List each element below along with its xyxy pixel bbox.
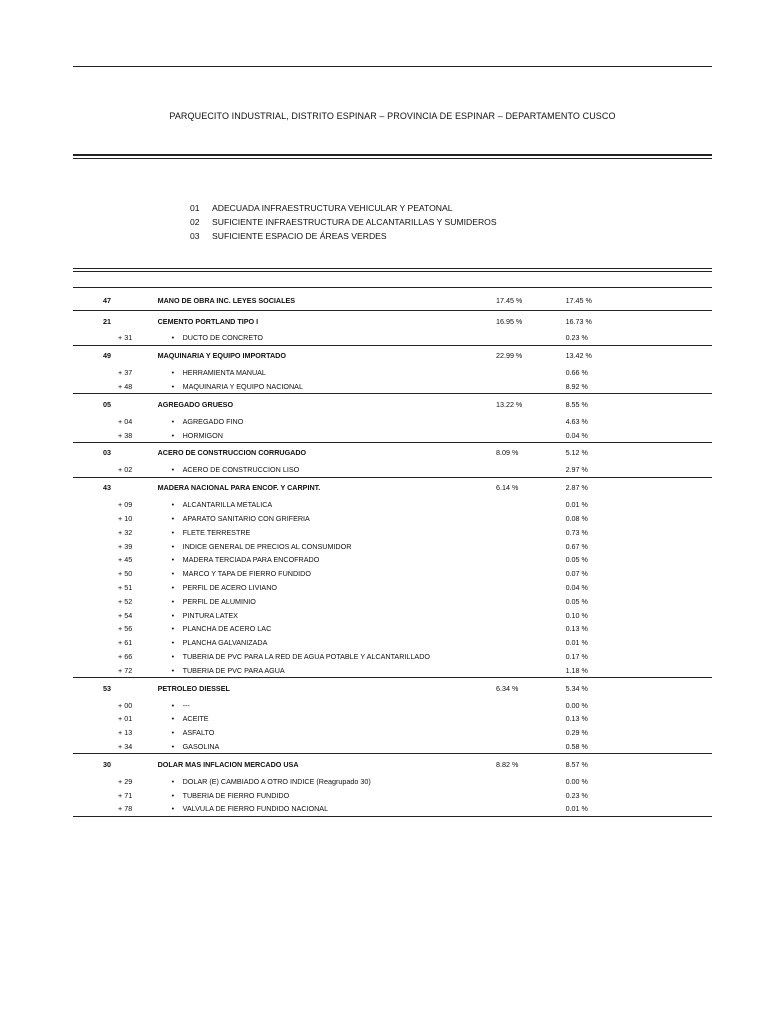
subitem-code: + 09: [118, 500, 133, 510]
subitem-percentage: [496, 567, 566, 581]
group-value: 5.12 %: [565, 448, 588, 458]
group-percentage: 8.09 %: [495, 448, 519, 458]
bullet-icon: •: [171, 638, 175, 648]
subitem-percentage: [496, 788, 566, 802]
bullet-icon: •: [171, 596, 175, 606]
subitem-percentage: [496, 650, 566, 664]
subitem-percentage: [496, 740, 566, 754]
double-rule-bottom: [73, 158, 712, 159]
group-row: [73, 478, 712, 498]
subitem-percentage: [496, 553, 566, 567]
subitem-percentage: [496, 608, 566, 622]
bullet-icon: •: [171, 665, 175, 675]
subitem-name: FLETE TERRESTRE: [182, 527, 251, 537]
subitem-name-cell: [158, 622, 496, 636]
group-percentage: 17.45 %: [495, 295, 523, 305]
subitem-percentage: [496, 622, 566, 636]
subitem-percentage: [496, 414, 566, 428]
double-rule-top: [73, 154, 712, 156]
subitem-name: PERFIL DE ALUMINIO: [182, 596, 256, 606]
subitem-value: 0.13 %: [565, 624, 588, 634]
subitem-name: PLANCHA DE ACERO LAC: [182, 624, 272, 634]
subitem-name-cell: [158, 698, 496, 712]
group-value: 5.34 %: [565, 683, 588, 693]
bullet-icon: •: [171, 610, 175, 620]
subitem-code: + 66: [118, 651, 133, 661]
subitem-percentage: [496, 428, 566, 442]
table-bottom-rule: [73, 816, 712, 817]
subitem-code: + 34: [118, 741, 133, 751]
subitem-name-cell: [158, 636, 496, 650]
subitem-code: + 37: [118, 368, 133, 378]
group-row: [73, 754, 712, 774]
subitem-row: [73, 594, 712, 608]
subitem-row: [73, 539, 712, 553]
subitem-name: DUCTO DE CONCRETO: [182, 333, 263, 343]
subitem-code: + 01: [118, 714, 133, 724]
subitem-percentage: [496, 636, 566, 650]
subitem-code: + 61: [118, 638, 133, 648]
group-name: AGREGADO GRUESO: [157, 399, 234, 409]
subitem-row: [73, 380, 712, 394]
subitem-name-cell: [158, 726, 496, 740]
subitem-name: ACEITE: [182, 714, 209, 724]
subitem-percentage: [496, 380, 566, 394]
subitem-code: + 52: [118, 596, 133, 606]
subitem-value: 0.73 %: [565, 527, 588, 537]
subitem-name: DOLAR (E) CAMBIADO A OTRO INDICE (Reagrupado 30): [182, 776, 371, 786]
group-percentage: 13.22 %: [495, 399, 523, 409]
subitem-value: 0.05 %: [565, 596, 588, 606]
subitem-code: + 45: [118, 555, 133, 565]
subitem-name-cell: [158, 788, 496, 802]
bullet-icon: •: [171, 741, 175, 751]
objective-number: 01: [190, 203, 200, 213]
subitem-percentage: [496, 726, 566, 740]
subitem-row: [73, 788, 712, 802]
subitem-name-cell: [158, 774, 496, 788]
group-code: 21: [103, 316, 111, 326]
bullet-icon: •: [171, 513, 175, 523]
subitem-name: AGREGADO FINO: [182, 416, 244, 426]
subitem-percentage: [496, 525, 566, 539]
subitem-code: + 51: [118, 582, 133, 592]
subitem-value: 0.05 %: [565, 555, 588, 565]
subitem-name-cell: [158, 366, 496, 380]
subitem-percentage: [496, 802, 566, 816]
subitem-value: 0.67 %: [565, 541, 588, 551]
group-row: [73, 443, 712, 463]
subitem-code: + 29: [118, 776, 133, 786]
group-row: [73, 290, 712, 311]
subitem-value: 4.63 %: [565, 416, 588, 426]
subitem-row: [73, 698, 712, 712]
group-row: [73, 678, 712, 698]
subitem-name: TUBERIA DE FIERRO FUNDIDO: [182, 790, 290, 800]
subitem-name-cell: [158, 380, 496, 394]
top-rule: [73, 66, 712, 67]
group-percentage: 6.14 %: [495, 483, 519, 493]
subitem-value: 0.13 %: [565, 714, 588, 724]
subitem-row: [73, 498, 712, 512]
subitem-row: [73, 712, 712, 726]
subitem-code: + 02: [118, 465, 133, 475]
subitem-value: 0.23 %: [565, 790, 588, 800]
subitem-name-cell: [158, 663, 496, 677]
group-code: 43: [103, 483, 111, 493]
objective-text: SUFICIENTE ESPACIO DE ÁREAS VERDES: [212, 231, 387, 241]
subitem-code: + 39: [118, 541, 133, 551]
subitem-percentage: [496, 539, 566, 553]
subitem-code: + 04: [118, 416, 133, 426]
subitem-row: [73, 802, 712, 816]
subitem-percentage: [496, 498, 566, 512]
page-title: PARQUECITO INDUSTRIAL, DISTRITO ESPINAR – PROVINCIA DE ESPINAR – DEPARTAMENTO CUSCO: [169, 111, 616, 121]
subitem-percentage: [496, 581, 566, 595]
group-percentage: 22.99 %: [495, 351, 523, 361]
subitem-name: PERFIL DE ACERO LIVIANO: [182, 582, 277, 592]
subitem-row: [73, 525, 712, 539]
subitem-row: [73, 428, 712, 442]
bullet-icon: •: [171, 651, 175, 661]
subitem-code: + 50: [118, 569, 133, 579]
bullet-icon: •: [171, 555, 175, 565]
bullet-icon: •: [171, 569, 175, 579]
subitem-name-cell: [158, 331, 496, 345]
subitem-row: [73, 774, 712, 788]
subitem-name-cell: [158, 463, 496, 477]
group-name: PETROLEO DIESSEL: [157, 683, 230, 693]
subitem-value: 0.07 %: [565, 569, 588, 579]
subitem-value: 0.10 %: [565, 610, 588, 620]
coefficient-table-body: [73, 290, 712, 817]
subitem-value: 0.01 %: [565, 500, 588, 510]
objective-item: [190, 203, 453, 213]
subitem-name: ACERO DE CONSTRUCCION LISO: [182, 465, 300, 475]
group-name: MANO DE OBRA INC. LEYES SOCIALES: [157, 295, 296, 305]
subitem-name-cell: [158, 608, 496, 622]
bullet-icon: •: [171, 790, 175, 800]
objective-item: [190, 231, 387, 241]
group-name: MAQUINARIA Y EQUIPO IMPORTADO: [157, 351, 286, 361]
subitem-name: ALCANTARILLA METALICA: [182, 500, 273, 510]
subitem-row: [73, 650, 712, 664]
group-value: 2.87 %: [565, 483, 588, 493]
group-percentage: 6.34 %: [495, 683, 519, 693]
group-code: 49: [103, 351, 111, 361]
bullet-icon: •: [171, 333, 175, 343]
bullet-icon: •: [171, 465, 175, 475]
subitem-row: [73, 366, 712, 380]
group-code: 30: [103, 759, 111, 769]
group-value: 16.73 %: [565, 316, 592, 326]
subitem-percentage: [496, 463, 566, 477]
bullet-icon: •: [171, 416, 175, 426]
subitem-name: INDICE GENERAL DE PRECIOS AL CONSUMIDOR: [182, 541, 352, 551]
subitem-name-cell: [158, 740, 496, 754]
subitem-code: + 48: [118, 381, 133, 391]
bullet-icon: •: [171, 700, 175, 710]
subitem-name-cell: [158, 650, 496, 664]
bullet-icon: •: [171, 368, 175, 378]
subitem-code: + 13: [118, 728, 133, 738]
group-name: MADERA NACIONAL PARA ENCOF. Y CARPINT.: [157, 483, 321, 493]
subitem-value: 2.97 %: [565, 465, 588, 475]
coefficient-table: [73, 290, 712, 817]
subitem-name-cell: [158, 581, 496, 595]
bullet-icon: •: [171, 804, 175, 814]
group-code: 03: [103, 448, 111, 458]
subitem-value: 0.66 %: [565, 368, 588, 378]
double-rule-bottom: [73, 271, 712, 272]
subitem-code: + 56: [118, 624, 133, 634]
subitem-value: 8.92 %: [565, 381, 588, 391]
subitem-name: APARATO SANITARIO CON GRIFERIA: [182, 513, 310, 523]
objective-number: 03: [190, 231, 200, 241]
subitem-name: PLANCHA GALVANIZADA: [182, 638, 268, 648]
bullet-icon: •: [171, 624, 175, 634]
group-percentage: 16.95 %: [495, 316, 523, 326]
subitem-name: GASOLINA: [182, 741, 220, 751]
bullet-icon: •: [171, 728, 175, 738]
group-code: 53: [103, 683, 111, 693]
subitem-row: [73, 567, 712, 581]
subitem-percentage: [496, 663, 566, 677]
bullet-icon: •: [171, 381, 175, 391]
subitem-name: HORMIGON: [182, 430, 223, 440]
subitem-row: [73, 581, 712, 595]
subitem-percentage: [496, 698, 566, 712]
subitem-name-cell: [158, 525, 496, 539]
bullet-icon: •: [171, 714, 175, 724]
subitem-percentage: [496, 512, 566, 526]
subitem-row: [73, 636, 712, 650]
subitem-name-cell: [158, 428, 496, 442]
bullet-icon: •: [171, 500, 175, 510]
subitem-percentage: [496, 594, 566, 608]
group-value: 8.55 %: [565, 399, 588, 409]
subitem-row: [73, 414, 712, 428]
subitem-code: + 00: [118, 700, 133, 710]
subitem-code: + 72: [118, 665, 133, 675]
subitem-name: ---: [182, 700, 190, 710]
subitem-percentage: [496, 366, 566, 380]
subitem-name: MAQUINARIA Y EQUIPO NACIONAL: [182, 381, 303, 391]
subitem-row: [73, 622, 712, 636]
subitem-value: 0.58 %: [565, 741, 588, 751]
group-value: 13.42 %: [565, 351, 592, 361]
subitem-percentage: [496, 774, 566, 788]
subitem-value: 0.08 %: [565, 513, 588, 523]
group-name: DOLAR MAS INFLACION MERCADO USA: [157, 759, 299, 769]
objective-text: SUFICIENTE INFRAESTRUCTURA DE ALCANTARILLAS Y SUMIDEROS: [212, 217, 497, 227]
group-row: [73, 346, 712, 366]
subitem-row: [73, 663, 712, 677]
subitem-code: + 54: [118, 610, 133, 620]
subitem-value: 0.00 %: [565, 776, 588, 786]
bullet-icon: •: [171, 430, 175, 440]
subitem-percentage: [496, 712, 566, 726]
group-percentage: 8.82 %: [495, 759, 519, 769]
subitem-row: [73, 512, 712, 526]
subitem-name-cell: [158, 594, 496, 608]
subitem-name: ASFALTO: [182, 728, 215, 738]
subitem-code: + 10: [118, 513, 133, 523]
group-code: 05: [103, 399, 111, 409]
subitem-value: 0.17 %: [565, 651, 588, 661]
subitem-code: + 31: [118, 333, 133, 343]
subitem-code: + 38: [118, 430, 133, 440]
group-code: 47: [103, 295, 111, 305]
subitem-name-cell: [158, 414, 496, 428]
separator-cell: [73, 816, 712, 817]
subitem-row: [73, 331, 712, 345]
subitem-value: 0.01 %: [565, 638, 588, 648]
subitem-name-cell: [158, 567, 496, 581]
subitem-value: 0.00 %: [565, 700, 588, 710]
bullet-icon: •: [171, 527, 175, 537]
group-name: CEMENTO PORTLAND TIPO I: [157, 316, 259, 326]
subitem-row: [73, 608, 712, 622]
subitem-code: + 32: [118, 527, 133, 537]
subitem-name-cell: [158, 802, 496, 816]
group-row: [73, 394, 712, 414]
double-rule-top: [73, 268, 712, 269]
objective-number: 02: [190, 217, 200, 227]
subitem-row: [73, 463, 712, 477]
subitem-value: 0.04 %: [565, 582, 588, 592]
subitem-name-cell: [158, 712, 496, 726]
table-top-rule: [73, 287, 712, 288]
subitem-name: PINTURA LATEX: [182, 610, 238, 620]
subitem-value: 0.23 %: [565, 333, 588, 343]
subitem-name: MADERA TERCIADA PARA ENCOFRADO: [182, 555, 320, 565]
subitem-value: 0.01 %: [565, 804, 588, 814]
subitem-row: [73, 726, 712, 740]
subitem-percentage: [496, 331, 566, 345]
subitem-value: 0.04 %: [565, 430, 588, 440]
subitem-row: [73, 740, 712, 754]
subitem-value: 1.18 %: [565, 665, 588, 675]
group-row: [73, 311, 712, 331]
group-name: ACERO DE CONSTRUCCION CORRUGADO: [157, 448, 307, 458]
subitem-name: MARCO Y TAPA DE FIERRO FUNDIDO: [182, 569, 311, 579]
objective-text: ADECUADA INFRAESTRUCTURA VEHICULAR Y PEATONAL: [212, 203, 453, 213]
subitem-name: TUBERIA DE PVC PARA LA RED DE AGUA POTABLE Y ALCANTARILLADO: [182, 651, 430, 661]
subitem-name-cell: [158, 539, 496, 553]
group-value: 17.45 %: [565, 295, 592, 305]
subitem-name: TUBERIA DE PVC PARA AGUA: [182, 665, 285, 675]
subitem-name-cell: [158, 512, 496, 526]
subitem-code: + 78: [118, 804, 133, 814]
subitem-value: 0.29 %: [565, 728, 588, 738]
subitem-name-cell: [158, 498, 496, 512]
bullet-icon: •: [171, 541, 175, 551]
bullet-icon: •: [171, 776, 175, 786]
subitem-name-cell: [158, 553, 496, 567]
subitem-name: HERRAMIENTA MANUAL: [182, 368, 266, 378]
bullet-icon: •: [171, 582, 175, 592]
subitem-code: + 71: [118, 790, 133, 800]
group-value: 8.57 %: [565, 759, 588, 769]
subitem-name: VALVULA DE FIERRO FUNDIDO NACIONAL: [182, 804, 329, 814]
objective-item: [190, 217, 497, 227]
subitem-row: [73, 553, 712, 567]
